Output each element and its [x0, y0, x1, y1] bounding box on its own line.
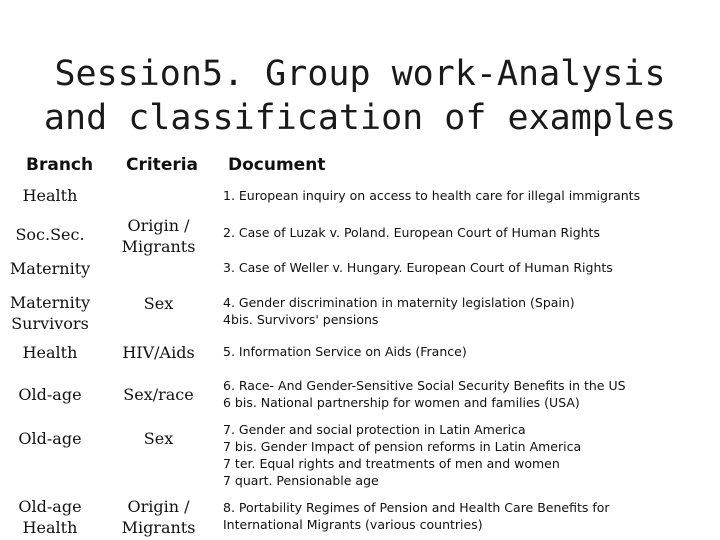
slide-title: [0, 52, 720, 140]
branch-cell: [0, 342, 100, 363]
branch-text: Old-age: [18, 429, 82, 448]
criteria-text: Sex/race: [123, 385, 194, 404]
title-line-2: and classification of examples: [43, 98, 677, 138]
document-cell: [223, 421, 581, 489]
branch-text: Survivors: [11, 314, 89, 333]
branch-text: Maternity: [9, 293, 91, 312]
branch-text: Health: [22, 186, 78, 205]
document-text: 7. Gender and social protection in Latin America: [223, 422, 526, 437]
document-cell: [223, 224, 600, 241]
document-text: 1. European inquiry on access to health care for illegal immigrants: [223, 188, 641, 203]
branch-cell: [0, 384, 100, 405]
branch-cell: [0, 185, 100, 206]
document-cell: [223, 259, 613, 276]
document-text: 4. Gender discrimination in maternity legislation (Spain): [223, 295, 575, 310]
document-cell: [223, 343, 467, 360]
branch-text: Old-age: [18, 497, 82, 516]
criteria-text: HIV/Aids: [122, 343, 195, 362]
criteria-cell: [106, 215, 211, 257]
criteria-cell: [106, 428, 211, 449]
document-text: 2. Case of Luzak v. Poland. European Court of Human Rights: [223, 225, 600, 240]
branch-text: Maternity: [9, 259, 91, 278]
criteria-text: Migrants: [121, 237, 196, 256]
branch-cell: [0, 292, 100, 334]
document-text: 7 quart. Pensionable age: [223, 473, 379, 488]
branch-text: Old-age: [18, 385, 82, 404]
branch-text: Soc.Sec.: [15, 225, 85, 244]
branch-cell: [0, 224, 100, 245]
document-text: 6 bis. National partnership for women and families (USA): [223, 395, 580, 410]
criteria-cell: [106, 293, 211, 314]
document-text: 7 ter. Equal rights and treatments of men and women: [223, 456, 560, 471]
criteria-cell: [106, 496, 211, 538]
document-cell: [223, 187, 640, 204]
document-cell: [223, 499, 610, 533]
document-cell: [223, 377, 626, 411]
document-text: 7 bis. Gender Impact of pension reforms in Latin America: [223, 439, 582, 454]
branch-cell: [0, 496, 100, 538]
criteria-text: Sex: [143, 294, 174, 313]
criteria-text: Sex: [143, 429, 174, 448]
branch-cell: [0, 428, 100, 449]
title-line-1: Session5. Group work-Analysis: [54, 54, 666, 94]
header-branch: Branch: [26, 155, 94, 175]
document-text: 8. Portability Regimes of Pension and Health Care Benefits for: [223, 500, 610, 515]
branch-text: Health: [22, 343, 78, 362]
branch-text: Health: [22, 518, 78, 537]
document-text: 5. Information Service on Aids (France): [223, 344, 467, 359]
branch-cell: [0, 258, 100, 279]
criteria-cell: [106, 342, 211, 363]
header-criteria: Criteria: [126, 155, 199, 175]
document-text: 4bis. Survivors' pensions: [223, 312, 379, 327]
criteria-cell: [106, 384, 211, 405]
criteria-text: Migrants: [121, 518, 196, 537]
document-text: 3. Case of Weller v. Hungary. European Court of Human Rights: [223, 260, 613, 275]
criteria-text: Origin /: [127, 497, 190, 516]
criteria-text: Origin /: [127, 216, 190, 235]
document-text: 6. Race- And Gender-Sensitive Social Security Benefits in the US: [223, 378, 626, 393]
document-text: International Migrants (various countries): [223, 517, 483, 532]
header-document: Document: [228, 155, 326, 175]
document-cell: [223, 294, 575, 328]
